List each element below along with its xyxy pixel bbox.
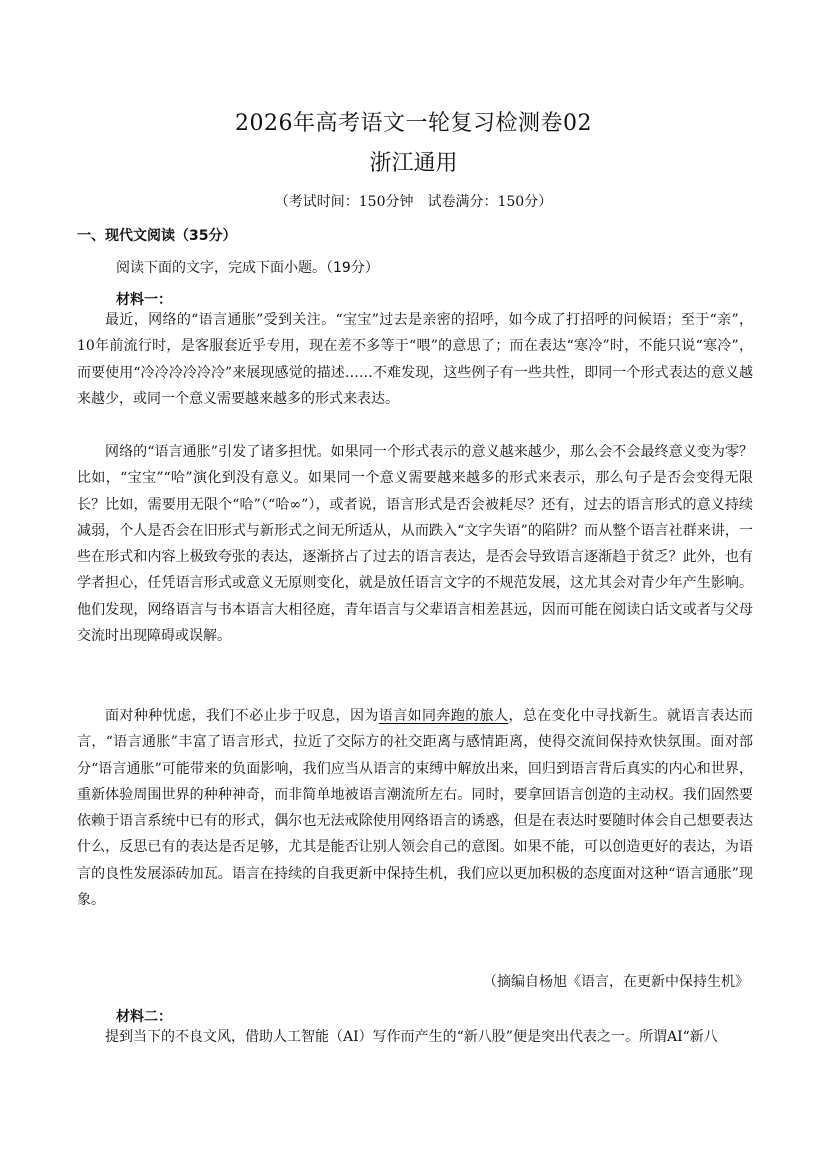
paper-subtitle: 浙江通用: [369, 151, 458, 176]
material-one-paragraph-2: 网络的“语言通胀”引发了诸多担忧。如果同一个形式表示的意义越来越少，那么会不会最终意义变为零？比如，“宝宝”“哈”演化到没有意义。如果同一个意义需要越来越多的形式来表示，那么句子是否会变得无限长？比如，需要用无限个“哈”（“哈∞”），或者说，语言形式是否会被耗尽？还有，过去的语言形式的意义持续减弱，个人是否会在旧形式与新形式之间无所适从，从而跌入“文字失语”的陷阱？而从整个语言社群来讲，一些在形式和内容上极致夸张的表达，逐渐挤占了过去的语言表达，是否会导致语言逐渐趋于贫乏？此外，也有学者担心，任凭语言形式或意义无原则变化，就是放任语言文字的不规范发展，这尤其会对青少年产生影响。他们发现，网络语言与书本语言大相径庭，青年语言与父辈语言相差甚远，因而可能在阅读白话文或者与父母交流时出现障碍或误解。: [77, 444, 753, 645]
paragraph-3-lead: 面对种种忧虑，我们不必止步于叹息，因为: [105, 708, 379, 724]
paper-title: 2026年高考语文一轮复习检测卷02: [235, 111, 592, 136]
paragraph-3-body: ，总在变化中寻找新生。就语言表达而言，“语言通胀”丰富了语言形式，拉近了交际方的社交距离与感情距离，使得交流间保持欢快氛围。面对部分“语言通胀”可能带来的负面影响，我们应当从语言的束缚中解放出来，回归到语言背后真实的内心和世界，重新体验周围世界的种种神奇，而非简单地被语言潮流所左右。同时，要拿回语言创造的主动权。我们固然要依赖于语言系统中已有的形式，偶尔也无法戒除使用网络语言的诱惑，但是在表达时要随时体会自己想要表达什么，反思已有的表达是否足够，尤其是能否让别人领会自己的意图。如果不能，可以创造更好的表达，为语言的良性发展添砖加瓦。语言在持续的自我更新中保持生机，我们应以更加积极的态度面对这种“语言通胀”现象。: [77, 708, 754, 909]
underlined-phrase: 语言如同奔跑的旅人: [378, 708, 509, 724]
material-one-source: （摘编自杨旭《语言，在更新中保持生机》: [483, 974, 749, 990]
material-one-label: 材料一：: [116, 292, 172, 308]
material-two-paragraph-1: 提到当下的不良文风，借助人工智能（AI）写作而产生的“新八股”便是突出代表之一。所谓AI“新八: [105, 1029, 718, 1045]
material-two-label: 材料二：: [116, 1009, 172, 1025]
material-one-paragraph-3: [77, 703, 753, 913]
reading-instruction: 阅读下面的文字，完成下面小题。（19分）: [116, 260, 379, 276]
section-heading: 一、现代文阅读（35分）: [77, 228, 237, 244]
material-one-paragraph-1: 最近，网络的“语言通胀”受到关注。“宝宝”过去是亲密的招呼，如今成了打招呼的问候语；至于“亲”，10年前流行时，是客服套近乎专用，现在差不多等于“喂”的意思了；而在表达“寒冷”时，不能只说“寒冷”，而要使用“冷冷冷冷冷冷”来展现感觉的描述……不难发现，这些例子有一些共性，即同一个形式表达的意义越来越少，或同一个意义需要越来越多的形式来表达。: [77, 312, 753, 407]
exam-info: （考试时间：150分钟 试卷满分：150分）: [274, 194, 553, 210]
